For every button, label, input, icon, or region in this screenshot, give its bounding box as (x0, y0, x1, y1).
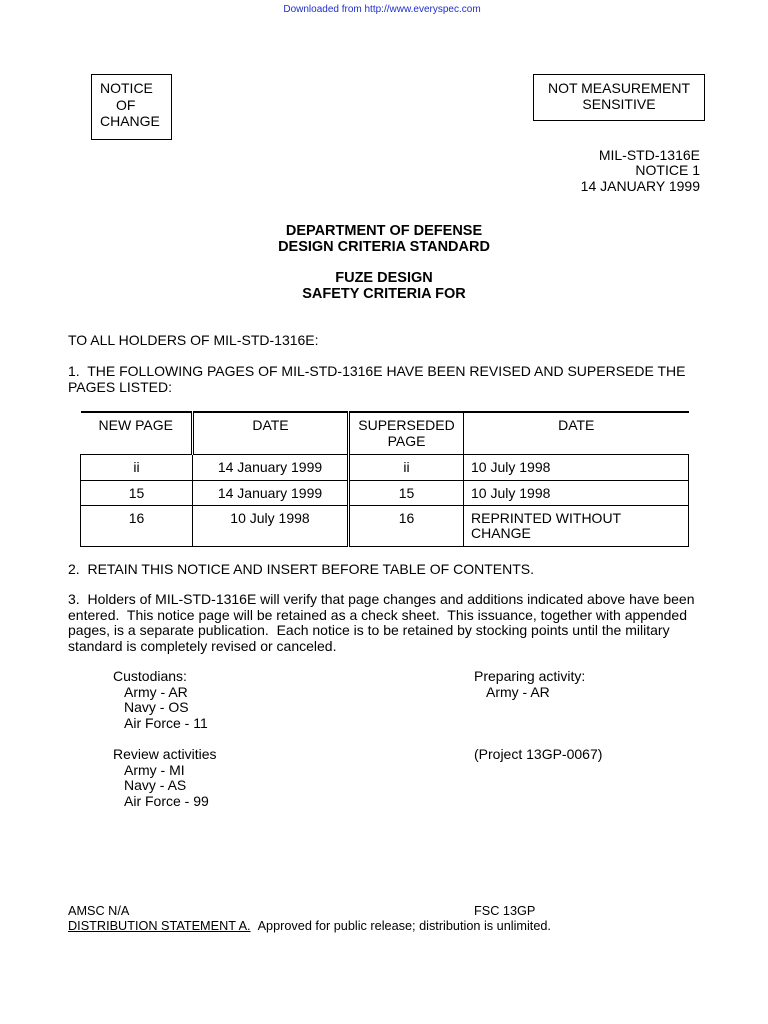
item3-line: standard is completely revised or canceled. (68, 638, 337, 655)
notice-box-line: CHANGE (100, 113, 160, 129)
table-cell: 10 July 1998 (464, 480, 689, 505)
measurement-box-line: NOT MEASUREMENT (547, 80, 691, 96)
col-header-superseded-page: SUPERSEDED PAGE (349, 412, 464, 454)
distribution-statement-text: Approved for public release; distribution is unlimited. (257, 918, 551, 933)
revised-pages-table (80, 411, 689, 547)
measurement-sensitivity-box (533, 74, 705, 121)
review-activities-block (113, 747, 216, 810)
table-cell: 14 January 1999 (193, 480, 349, 505)
download-source-link[interactable]: Downloaded from http://www.everyspec.com (283, 4, 481, 15)
amsc-code: AMSC N/A (68, 903, 130, 918)
measurement-box-line: SENSITIVE (582, 96, 656, 112)
notice-box-line: OF (116, 96, 136, 113)
review-activity-entry: Navy - AS (124, 777, 187, 794)
review-activity-entry: Air Force - 99 (124, 793, 209, 810)
table-cell: 15 (349, 480, 464, 505)
table-cell: 16 (349, 505, 464, 546)
table-cell: 14 January 1999 (193, 454, 349, 480)
col-header-new-page: NEW PAGE (81, 412, 193, 454)
item2-text: 2. RETAIN THIS NOTICE AND INSERT BEFORE TABLE OF CONTENTS. (68, 561, 534, 577)
table-cell: 10 July 1998 (193, 505, 349, 546)
table-cell: 16 (81, 505, 193, 546)
subject-title-line2: SAFETY CRITERIA FOR (302, 286, 466, 302)
notice-date: 14 JANUARY 1999 (580, 178, 700, 194)
table-cell: 10 July 1998 (464, 454, 689, 480)
notice-of-change-box (91, 74, 172, 140)
table-header-row (81, 412, 689, 454)
distribution-statement-label: DISTRIBUTION STATEMENT A. (68, 918, 251, 933)
custodians-heading: Custodians: (113, 668, 187, 684)
fsc-code: FSC 13GP (474, 903, 536, 918)
table-cell: 15 (81, 480, 193, 505)
item1-line: PAGES LISTED: (68, 379, 172, 395)
table-row (81, 505, 689, 546)
preparing-activity-block (474, 669, 585, 700)
col-header-superseded-date: DATE (464, 412, 689, 454)
table-row (81, 454, 689, 480)
item3-line: entered. This notice page will be retained as a check sheet. This issuance, together with appended (68, 606, 687, 623)
notice-number: NOTICE 1 (635, 162, 700, 178)
subject-title-line1: FUZE DESIGN (335, 270, 433, 286)
item3-paragraph (68, 592, 695, 655)
item3-line: 3. Holders of MIL-STD-1316E will verify that page changes and additions indicated above have been (68, 591, 695, 607)
item3-line: pages, is a separate publication. Each notice is to be retained by stocking points until the military (68, 622, 670, 639)
standard-number: MIL-STD-1316E (598, 147, 700, 163)
table-cell: ii (81, 454, 193, 480)
distribution-statement (68, 919, 551, 934)
preparing-activity-entry: Army - AR (486, 683, 550, 700)
review-activities-heading: Review activities (113, 746, 217, 762)
project-number: (Project 13GP-0067) (474, 746, 603, 762)
table-cell: ii (349, 454, 464, 480)
custodian-entry: Navy - OS (124, 699, 189, 716)
standard-type-title: DESIGN CRITERIA STANDARD (278, 239, 490, 255)
preparing-activity-heading: Preparing activity: (474, 668, 586, 684)
department-title: DEPARTMENT OF DEFENSE (285, 223, 483, 239)
review-activity-entry: Army - MI (124, 761, 185, 778)
col-header-date: DATE (193, 412, 349, 454)
custodian-entry: Air Force - 11 (124, 715, 208, 732)
custodian-entry: Army - AR (124, 683, 188, 700)
table-cell: REPRINTED WITHOUT CHANGE (464, 505, 689, 546)
custodians-block (113, 669, 208, 732)
notice-box-line: NOTICE (100, 80, 153, 96)
item1-line: 1. THE FOLLOWING PAGES OF MIL-STD-1316E HAVE BEEN REVISED AND SUPERSEDE THE (68, 363, 686, 379)
salutation: TO ALL HOLDERS OF MIL-STD-1316E: (68, 332, 319, 348)
table-row (81, 480, 689, 505)
